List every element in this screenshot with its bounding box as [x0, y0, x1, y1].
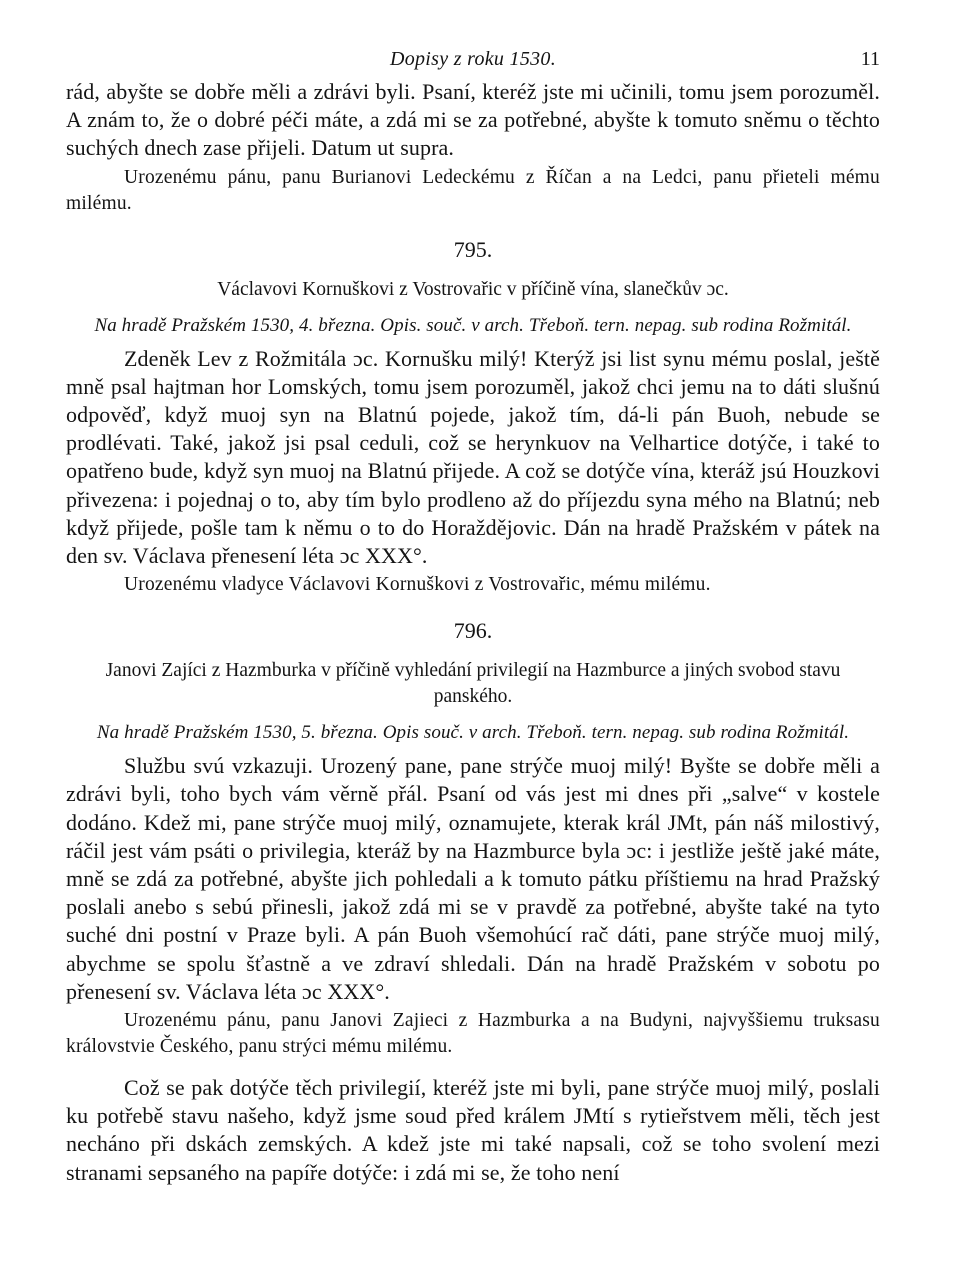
running-header	[66, 44, 880, 78]
letter-number: 795.	[453, 236, 493, 262]
letter-text: Službu svú vzkazuji. Urozený pane, pane strýče muoj milý! Byšte se dobře měli a zdrávi byli, toho bych vám věrně přál. Psaní od vás jest mi dnes při „salve“ v kostele dodáno. Kdež mi, pane strýče muoj milý, oznamujete, kterak král JMt, pán náš milostivý, ráčil jest vám psáti o privilegia, kteráž by na Hazmburce byla ɔc: i jestliže ještě jaké máte, mně se zdá za potřebné, abyšte jich pohledali a k tomuto pátku příštiemu na hrad Pražský poslali anebo s sebú přinesli, jakož zdá mi se v pravdě za potřebné, abyšte také na tyto suché dni postní v Praze byli. A pán Buoh všemohúcí rač dáti, pane strýče muoj milý, abychme se spolu šťastně a ve zdraví shledali. Dán na hradě Pražském v sobotu po přenesení sv. Václava léta ɔc XXX°.	[66, 753, 880, 1004]
letter-source: Na hradě Pražském 1530, 5. března. Opis souč. v arch. Třeboň. tern. nepag. sub rodina Rožmitál.	[96, 722, 850, 744]
letter-address: Urozenému pánu, panu Janovi Zajieci z Hazmburka a na Budyni, najvyššiemu truksasu královstvie Českého, panu strýci mému milému.	[66, 1010, 880, 1058]
page-number: 11	[860, 48, 880, 70]
letter-source: Na hradě Pražském 1530, 4. března. Opis. souč. v arch. Třeboň. tern. nepag. sub rodina Rožmitál.	[94, 314, 852, 336]
letter-address: Urozenému vladyce Václavovi Kornuškovi z Vostrovařic, mému milému.	[124, 574, 711, 596]
letter-text: Zdeněk Lev z Rožmitála ɔc. Kornušku milý! Kterýž jsi list synu mému poslal, ještě mně psal hajtman hor Lomských, tomu jsem porozuměl, jakož chci jemu na to dáti slušnú odpověď, když muoj syn na Blatnú pojede, jakož tím, dá-li pán Buoh, nebude se prodlévati. Také, jakož jsi psal ceduli, což se herynkuov na Velhartice dotýče, i také to opatřeno bude, když syn muoj na Blatnú přijede. A což se dotýče vína, kteráž jsú Houzkovi přivezena: i pojednaj o to, aby tím bylo prodleno až do příjezdu syna mého na Blatnú; neb když přijede, pošle tam k němu o to do Horaždějovic. Dán na hradě Pražském v pátek na den sv. Václava přenesení léta ɔc XXX°.	[66, 345, 880, 569]
letter-address: Urozenému pánu, panu Burianovi Ledeckému z Říčan a na Ledci, panu přieteli mému milému.	[66, 166, 880, 214]
letter-number: 796.	[453, 618, 493, 644]
letter-summary: Václavovi Kornuškovi z Vostrovařic v příčině vína, slanečkův ɔc.	[217, 278, 729, 300]
letter-796	[66, 616, 880, 1187]
running-title: Dopisy z roku 1530.	[389, 48, 557, 70]
letter-postscript: Což se pak dotýče těch privilegií, kteréž jste mi byli, pane strýče muoj milý, poslali ku potřebě stavu našeho, když jsme soud před králem JMtí s rytieřstvem měli, těch jest necháno při dskách zemských. A kdež jste mi také napsali, což se toho svolení mezi stranami sepsaného na papíře dotýče: i zdá mi se, že toho není	[66, 1075, 880, 1185]
letter-795	[66, 235, 880, 599]
continuation-paragraph: rád, abyšte se dobře měli a zdrávi byli. Psaní, kteréž jste mi učinili, tomu jsem porozuměl. A znám to, že o dobré péči máte, a zdá mi se za potřebné, abyšte k tomuto sněmu o těchto suchých dnech zase přijeli. Datum ut supra.	[66, 79, 880, 161]
letter-summary: Janovi Zajíci z Hazmburka v příčině vyhledání privilegií na Hazmburce a jiných svobod stavu panského.	[105, 660, 841, 708]
